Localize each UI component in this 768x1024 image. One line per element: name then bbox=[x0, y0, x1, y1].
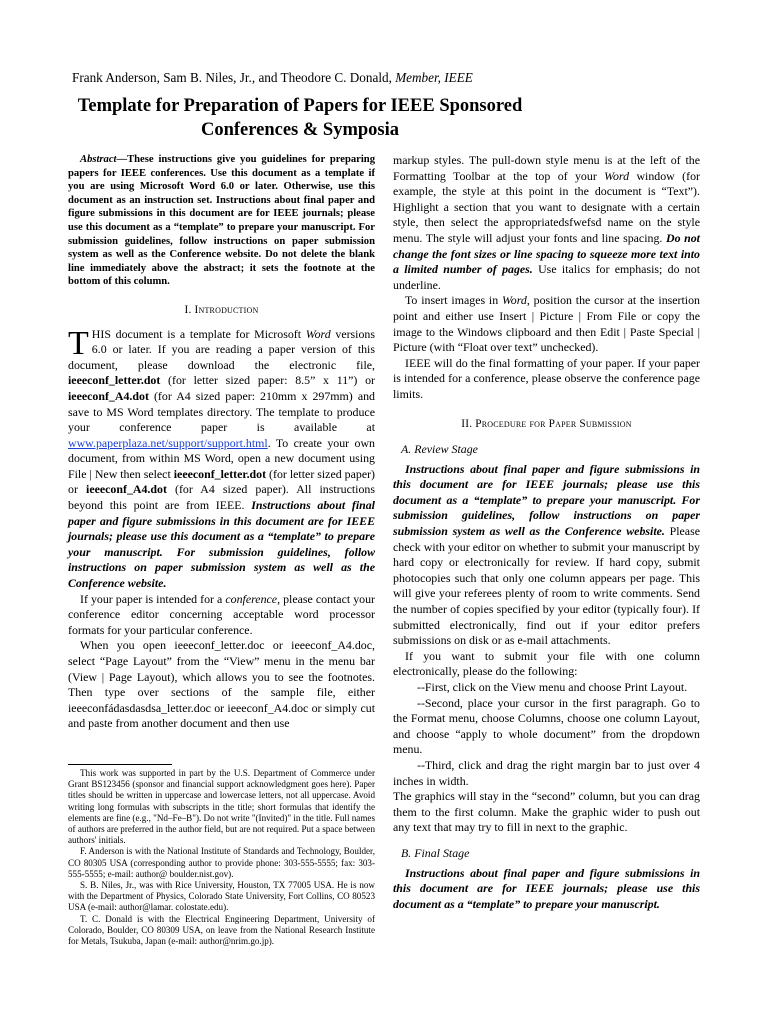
body-emphasis: Instructions about final paper and figure submissions in this document are for IEEE journals; please use this document as a “template” to prepare your manuscript. bbox=[393, 865, 700, 911]
intro-text: (for letter sized paper) or bbox=[68, 466, 376, 497]
review-paragraph-3: The graphics will stay in the “second” column, but you can drag them to the first column. Make the graphic wider to push out any text that may try to fill in next to the graphic. bbox=[393, 789, 700, 835]
abstract bbox=[68, 153, 375, 289]
body-word: Word bbox=[501, 293, 527, 308]
footnotes bbox=[68, 768, 375, 947]
template-filename: ieeeconf_A4.dot bbox=[68, 388, 149, 403]
body-text: To insert images in bbox=[405, 293, 502, 308]
footnote-rule bbox=[68, 764, 172, 765]
step-1: --First, click on the View menu and choose Print Layout. bbox=[417, 680, 688, 694]
footnote-author-1: F. Anderson is with the National Institute of Standards and Technology, Boulder, CO 80305 USA (corresponding author to provide phone: 303-555-5555; fax: 303-555-5555; e-mail: author@ boulder.nist.gov). bbox=[68, 846, 375, 879]
author-membership: Member, IEEE bbox=[395, 70, 473, 85]
footnote-support: This work was supported in part by the U.S. Department of Commerce under Grant BS123456 (sponsor and financial support acknowledgment goes here). Paper titles should be written in uppercase and lowercase letters, not all uppercase. Avoid writing long formulas with subscripts in the title; short formulas that identify the elements are fine (e.g., "Nd–Fe–B"). Do not write "(Invited)" in the title. Full names of authors are preferred in the author field, but are not required. Put a space between authors' initials. bbox=[68, 768, 375, 846]
intro-text: If your paper is intended for a bbox=[80, 591, 226, 606]
abstract-text: —These instructions give you guidelines for preparing papers for IEEE conferences. Use this document as a template if you are using Microsoft Word 6.0 or later. Otherwise, use this document as an instruction set. Instructions about final paper and figure submissions in this document are for IEEE journals; please use this document as a “template” to prepare your manuscript. For submission guidelines, follow instructions on paper submission system as well as the Conference website. Do not delete the blank line immediately above the abstract; it sets the footnote at the bottom of this column. bbox=[68, 154, 375, 288]
footnote-author-3: T. C. Donald is with the Electrical Engineering Department, University of Colorado, Boulder, CO 80309 USA, on leave from the National Research Institute for Metals, Tsukuba, Japan (e-mail: author@nrim.go.jp). bbox=[68, 913, 375, 947]
intro-text: (for A4 sized paper). All instructions beyond this point are from IEEE. bbox=[68, 482, 375, 513]
template-filename: ieeeconf_letter.dot bbox=[173, 466, 267, 481]
support-link[interactable]: www.paperplaza.net/support/support.html bbox=[68, 435, 268, 450]
template-filename: ieeeconf_letter.dot bbox=[68, 373, 161, 388]
body-text: window (for example, the style at this point in the document is “Text”). Highlight a section that you want to designate with a certain style, then select the appropriatedsfwefsd name on the style menu. The style will adjust your fonts and line spacing. bbox=[393, 168, 700, 245]
intro-paragraph-2 bbox=[68, 592, 375, 639]
intro-text: , please contact your conference editor concerning acceptable word processor formats for your particular conference. bbox=[68, 591, 375, 637]
body-emphasis: Do not change the font sizes or line spacing to squeeze more text into a limited number of pages. bbox=[393, 230, 700, 277]
final-paragraph-1 bbox=[393, 866, 700, 913]
review-paragraph-1 bbox=[393, 462, 700, 649]
subsection-heading-final: B. Final Stage bbox=[401, 845, 470, 860]
left-column bbox=[68, 153, 375, 732]
right-paragraph-2 bbox=[393, 293, 700, 355]
author-line bbox=[72, 70, 473, 86]
section-heading-procedure: II. Procedure for Paper Submission bbox=[461, 417, 632, 430]
right-paragraph-1 bbox=[393, 153, 700, 293]
intro-text: (for letter sized paper: 8.5” x 11”) or bbox=[160, 373, 375, 388]
paper-title: Template for Preparation of Papers for IEEE Sponsored Conferences & Symposia bbox=[77, 96, 523, 140]
right-column bbox=[393, 153, 700, 912]
intro-text: versions 6.0 or later. If you are reading a paper version of this document, please download the electronic file, bbox=[68, 326, 376, 372]
drop-cap: T bbox=[68, 324, 89, 362]
body-word: Word bbox=[604, 168, 630, 183]
body-text: markup styles. The pull-down style menu is at the left of the Formatting Toolbar at the top of your bbox=[393, 153, 700, 183]
intro-paragraph-3: When you open ieeeconf_letter.doc or ieeeconf_A4.doc, select “Page Layout” from the “View” menu in the menu bar (View | Page Layout), which allows you to see the footnotes. Then type over sections of the sample file, either ieeeconfádasdasdsa_letter.doc or ieeeconf_A4.doc or simply cut and paste from another document and then use bbox=[68, 638, 375, 731]
intro-text: . To create your own document, from within MS Word, open a new document using File | New then select bbox=[68, 435, 375, 481]
section-heading-introduction: I. Introduction bbox=[184, 303, 259, 316]
intro-word: Word bbox=[305, 326, 331, 341]
abstract-lead: Abstract bbox=[80, 154, 117, 165]
template-filename: ieeeconf_A4.dot bbox=[86, 482, 167, 497]
body-text: Use italics for emphasis; do not underline. bbox=[393, 262, 701, 292]
body-text: Please check with your editor on whether to submit your manuscript by hard copy or electronically for review. If hard copy, submit photocopies such that only one column appears per page. This will give your referees plenty of room to write comments. Send the number of copies specified by your editor (typically four). If submitted electronically, find out if your editor prefers submissions on disk or as e-mail attachments. bbox=[393, 524, 700, 648]
intro-paragraph-1 bbox=[68, 324, 376, 592]
intro-emphasis: Instructions about final paper and figure submissions in this document are for IEEE journals; please use this document as a “template” to prepare your manuscript. For submission guidelines, follow instructions on paper submission system as well as the Conference website. bbox=[68, 498, 375, 591]
intro-text: HIS document is a template for Microsoft bbox=[91, 326, 306, 341]
intro-conference-word: conference bbox=[225, 591, 278, 606]
body-text: , position the cursor at the insertion point and either use Insert | Picture | From File or copy the image to the Windows clipboard and then Edit | Paste Special | Picture (with “Float over text” unchecked). bbox=[393, 293, 700, 355]
right-paragraph-3: IEEE will do the final formatting of your paper. If your paper is intended for a conference, please observe the conference page limits. bbox=[393, 355, 700, 401]
step-2: --Second, place your cursor in the first paragraph. Go to the Format menu, choose Columns, choose one column Layout, and choose “apply to whole document” from the dropdown menu. bbox=[393, 695, 700, 757]
subsection-heading-review: A. Review Stage bbox=[401, 442, 478, 457]
body-emphasis: Instructions about final paper and figure submissions in this document are for IEEE journals; please use this document as a “template” to prepare your manuscript. For submission guidelines, follow instructions on paper submission system as well as the Conference website. bbox=[393, 461, 700, 539]
step-3: --Third, click and drag the right margin bar to just over 4 inches in width. bbox=[393, 757, 700, 788]
footnote-author-2: S. B. Niles, Jr., was with Rice University, Houston, TX 77005 USA. He is now with the Department of Physics, Colorado State University, Fort Collins, CO 80523 USA (e-mail: author@lamar. colostate.edu). bbox=[68, 880, 375, 913]
intro-text: (for A4 sized paper: 210mm x 297mm) and save to MS Word templates directory. The template to produce your conference paper is available at bbox=[68, 388, 375, 435]
author-names: Frank Anderson, Sam B. Niles, Jr., and Theodore C. Donald, bbox=[72, 70, 392, 85]
review-paragraph-2: If you want to submit your file with one column electronically, please do the following: bbox=[393, 648, 700, 679]
